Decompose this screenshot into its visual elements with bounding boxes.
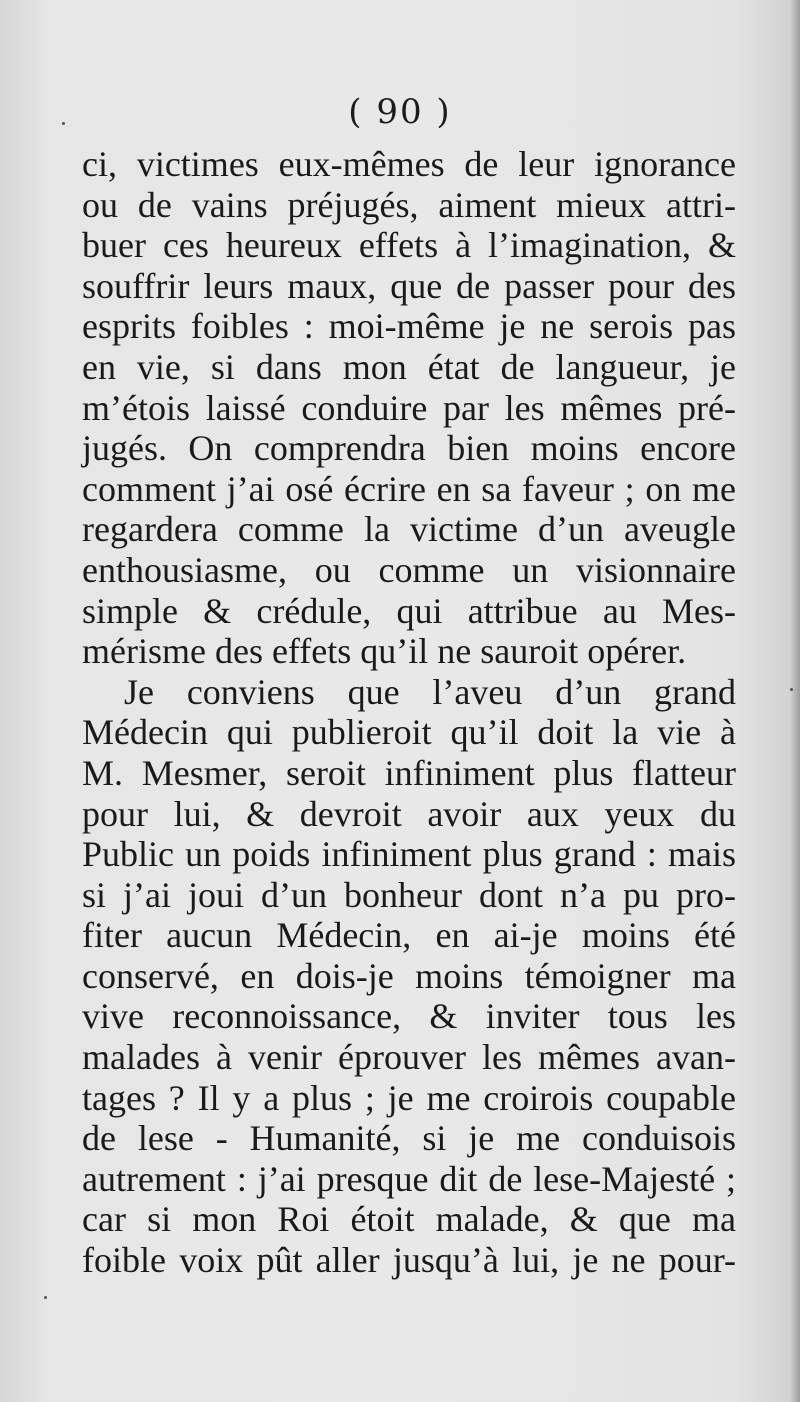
- text-line: pour lui, & devroit avoir aux yeux du: [82, 793, 736, 834]
- text-line: Médecin qui publieroit qu’il doit la vie à: [82, 712, 736, 753]
- text-line: souffrir leurs maux, que de passer pour des: [82, 265, 736, 306]
- text-line: mérisme des effets qu’il ne sauroit opérer.: [82, 631, 687, 672]
- text-line: Public un poids infiniment plus grand : mais: [82, 834, 736, 875]
- text-line: car si mon Roi étoit malade, & que ma: [82, 1199, 736, 1240]
- paper-speck: [44, 1296, 47, 1299]
- text-line: malades à venir éprouver les mêmes avan-: [82, 1037, 736, 1078]
- body-text: [82, 144, 736, 1281]
- text-line: m’étois laissé conduire par les mêmes pré-: [82, 387, 736, 428]
- text-line: jugés. On comprendra bien moins encore: [82, 428, 736, 469]
- text-line: foible voix pût aller jusqu’à lui, je ne pour-: [82, 1240, 736, 1281]
- text-line: de lese - Humanité, si je me conduisois: [82, 1118, 736, 1159]
- text-line: comment j’ai osé écrire en sa faveur ; on me: [82, 468, 736, 509]
- text-line: simple & crédule, qui attribue au Mes-: [82, 590, 736, 631]
- text-line: conservé, en dois-je moins témoigner ma: [82, 955, 736, 996]
- text-line: ou de vains préjugés, aiment mieux attri-: [82, 184, 736, 225]
- text-line: esprits foibles : moi-même je ne serois pas: [82, 306, 736, 347]
- text-line: M. Mesmer, seroit infiniment plus flatteur: [82, 752, 736, 793]
- text-line: regardera comme la victime d’un aveugle: [82, 509, 736, 550]
- text-line: ci, victimes eux-mêmes de leur ignorance: [82, 144, 736, 184]
- text-line: Je conviens que l’aveu d’un grand: [124, 671, 736, 712]
- text-line: enthousiasme, ou comme un visionnaire: [82, 549, 736, 590]
- text-line: tages ? Il y a plus ; je me croirois coupable: [82, 1077, 736, 1118]
- text-line: autrement : j’ai presque dit de lese-Majesté ;: [82, 1158, 736, 1199]
- text-line: fiter aucun Médecin, en ai-je moins été: [82, 915, 736, 956]
- text-line: vive reconnoissance, & inviter tous les: [82, 996, 736, 1037]
- page-number: ( 90 ): [348, 92, 452, 132]
- page-edge-shadow: [790, 0, 800, 1402]
- text-line: en vie, si dans mon état de langueur, je: [82, 346, 736, 387]
- text-line: buer ces heureux effets à l’imagination, &: [82, 225, 736, 266]
- text-line: si j’ai joui d’un bonheur dont n’a pu pro-: [82, 874, 736, 915]
- paper-speck: [790, 688, 793, 691]
